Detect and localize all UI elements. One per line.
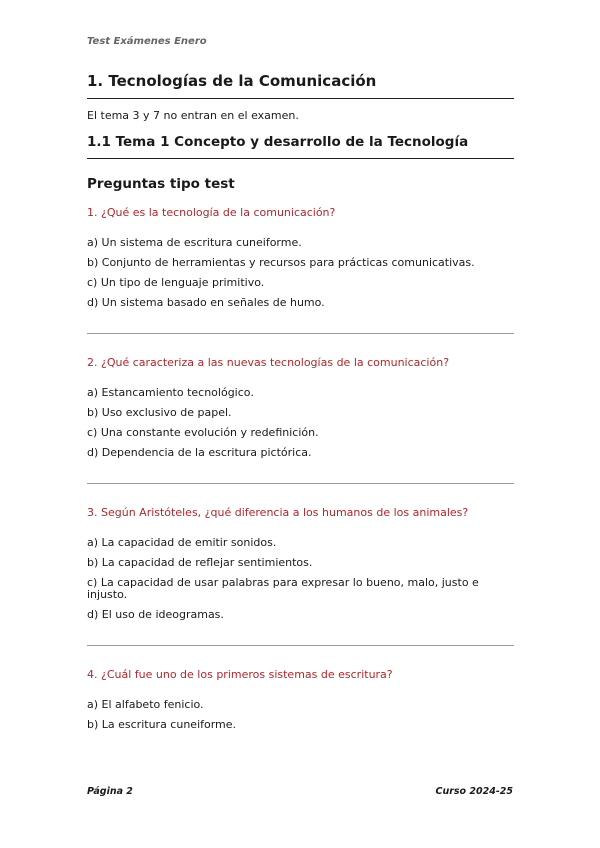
question-text: 1. ¿Qué es la tecnología de la comunicación? [87,206,336,219]
answer-line [87,645,514,646]
option-a: a) El alfabeto fenicio. [87,698,204,711]
option-d: d) Un sistema basado en señales de humo. [87,296,325,309]
option-b: b) Conjunto de herramientas y recursos para prácticas comunicativas. [87,256,475,269]
question-text: 2. ¿Qué caracteriza a las nuevas tecnologías de la comunicación? [87,356,450,369]
option-c: c) Una constante evolución y redefinición. [87,426,319,439]
option-a: a) Un sistema de escritura cuneiforme. [87,236,302,249]
option-c: c) La capacidad de usar palabras para expresar lo bueno, malo, justo e injusto. [87,576,479,601]
document-body [87,72,514,739]
page-footer [87,786,513,797]
page-number: Página 2 [87,786,133,797]
test-heading: Preguntas tipo test [87,176,235,192]
section-note: El tema 3 y 7 no entran en el examen. [87,109,299,122]
option-a: a) La capacidad de emitir sonidos. [87,536,277,549]
option-a: a) Estancamiento tecnológico. [87,386,254,399]
option-c: c) Un tipo de lenguaje primitivo. [87,276,265,289]
page-header: Test Exámenes Enero [87,36,207,47]
option-d: d) Dependencia de la escritura pictórica. [87,446,312,459]
answer-line [87,333,514,334]
option-b: b) La capacidad de reflejar sentimientos. [87,556,313,569]
option-b: b) La escritura cuneiforme. [87,718,237,731]
option-d: d) El uso de ideogramas. [87,608,224,621]
question-2 [87,356,514,484]
answer-line [87,483,514,484]
section-title: 1. Tecnologías de la Comunicación [87,72,514,99]
course-label: Curso 2024-25 [435,786,513,797]
question-3 [87,506,514,646]
option-b: b) Uso exclusivo de papel. [87,406,232,419]
subsection-title: 1.1 Tema 1 Concepto y desarrollo de la Tecnología [87,134,514,159]
question-text: 3. Según Aristóteles, ¿qué diferencia a los humanos de los animales? [87,506,469,519]
question-text: 4. ¿Cuál fue uno de los primeros sistemas de escritura? [87,668,393,681]
question-1 [87,206,514,334]
question-4 [87,668,514,731]
